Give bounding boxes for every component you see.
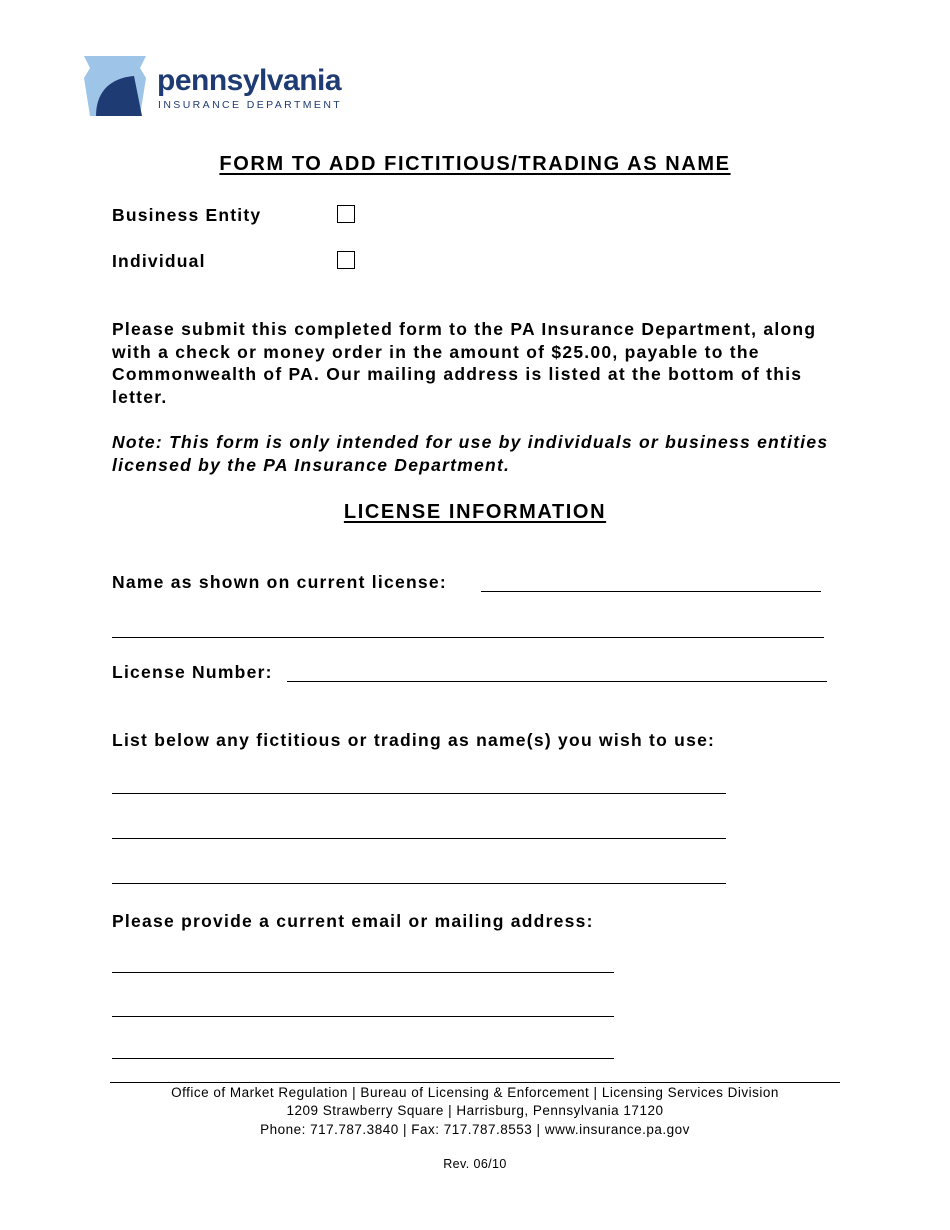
note-paragraph: Note: This form is only intended for use by individuals or business entities licensed by the PA Insurance Department.: [112, 432, 829, 475]
business-entity-checkbox[interactable]: [337, 205, 355, 223]
trading-names-label: List below any fictitious or trading as name(s) you wish to use:: [112, 730, 716, 750]
option-individual-label: Individual: [112, 251, 206, 271]
license-number-input-line[interactable]: [287, 681, 827, 682]
option-business-entity-label: Business Entity: [112, 205, 262, 225]
individual-checkbox[interactable]: [337, 251, 355, 269]
name-on-license-input-line[interactable]: [481, 591, 821, 592]
footer-office-line: Office of Market Regulation | Bureau of Licensing & Enforcement | Licensing Services Division: [171, 1085, 779, 1100]
logo-subtitle: INSURANCE DEPARTMENT: [158, 99, 343, 111]
logo-wordmark: pennsylvania: [157, 64, 342, 97]
instructions-paragraph: Please submit this completed form to the PA Insurance Department, along with a check or money order in the amount of $25.00, payable to the Commonwealth of PA. Our mailing address is listed at the bottom of this letter.: [112, 319, 817, 408]
footer-contact-line: Phone: 717.787.3840 | Fax: 717.787.8553 | www.insurance.pa.gov: [260, 1122, 690, 1137]
license-number-label: License Number:: [112, 662, 273, 682]
keystone-logo-icon: [82, 54, 148, 118]
form-title: FORM TO ADD FICTITIOUS/TRADING AS NAME: [219, 153, 731, 175]
name-on-license-label: Name as shown on current license:: [112, 572, 447, 592]
contact-address-label: Please provide a current email or mailing address:: [112, 911, 594, 931]
contact-line-1[interactable]: [112, 972, 614, 973]
contact-line-2[interactable]: [112, 1016, 614, 1017]
trading-name-line-1[interactable]: [112, 793, 726, 794]
trading-name-line-3[interactable]: [112, 883, 726, 884]
footer-divider: [110, 1082, 840, 1083]
contact-line-3[interactable]: [112, 1058, 614, 1059]
name-on-license-continuation-line[interactable]: [112, 637, 824, 638]
revision-date: Rev. 06/10: [443, 1157, 507, 1171]
section-title-license-information: LICENSE INFORMATION: [343, 501, 607, 523]
footer-address-line: 1209 Strawberry Square | Harrisburg, Pennsylvania 17120: [286, 1103, 664, 1118]
trading-name-line-2[interactable]: [112, 838, 726, 839]
